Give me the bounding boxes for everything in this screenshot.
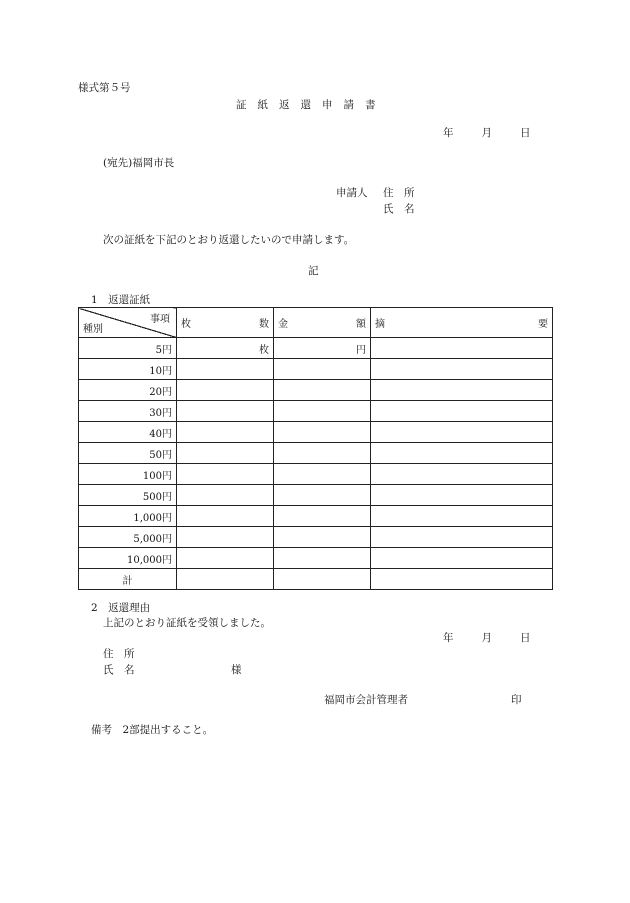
count-cell xyxy=(177,422,274,443)
count-unit: 枚 xyxy=(177,338,274,359)
total-label: 計 xyxy=(79,569,177,590)
table-row xyxy=(79,401,553,422)
day-label: 日 xyxy=(520,127,531,139)
count-cell xyxy=(177,506,274,527)
count-cell xyxy=(177,464,274,485)
denomination-cell: 10円 xyxy=(79,359,177,380)
table-row xyxy=(79,359,553,380)
month-label: 月 xyxy=(481,632,492,644)
seal-mark: 印 xyxy=(511,694,522,706)
amount-cell xyxy=(274,359,371,380)
denomination-cell: 1,000円 xyxy=(79,506,177,527)
denomination-cell: 20円 xyxy=(79,380,177,401)
remarks-cell xyxy=(371,443,553,464)
header-count: 枚 数 xyxy=(177,308,274,338)
table-header-row xyxy=(79,308,553,338)
ki-heading: 記 xyxy=(308,265,319,277)
table-row xyxy=(79,380,553,401)
table-row xyxy=(79,338,553,359)
remarks-cell xyxy=(371,485,553,506)
table-row xyxy=(79,485,553,506)
amount-cell xyxy=(274,380,371,401)
amount-cell xyxy=(274,548,371,569)
year-label: 年 xyxy=(443,127,454,139)
recipient-address-label: 住 所 xyxy=(103,648,135,660)
corner-item-label: 事項 xyxy=(150,314,170,325)
denomination-cell: 10,000円 xyxy=(79,548,177,569)
total-row xyxy=(79,569,553,590)
remarks-cell xyxy=(371,422,553,443)
remarks-cell xyxy=(371,506,553,527)
remarks-cell xyxy=(371,401,553,422)
table-row xyxy=(79,527,553,548)
receipt-text: 上記のとおり証紙を受領しました。 xyxy=(103,617,271,629)
count-cell xyxy=(177,548,274,569)
remarks-cell xyxy=(371,548,553,569)
recipient-name-label: 氏 名 xyxy=(103,664,135,676)
remarks-cell xyxy=(371,527,553,548)
table-row xyxy=(79,422,553,443)
note-text: 備考 2部提出すること。 xyxy=(91,724,214,736)
denomination-cell: 5,000円 xyxy=(79,527,177,548)
count-cell xyxy=(177,401,274,422)
form-number: 様式第５号 xyxy=(78,82,131,94)
denomination-cell: 500円 xyxy=(79,485,177,506)
count-cell xyxy=(177,485,274,506)
applicant-address-label: 住 所 xyxy=(383,187,415,199)
count-cell xyxy=(177,527,274,548)
stamp-table xyxy=(78,307,553,590)
year-label: 年 xyxy=(443,632,454,644)
intro-text: 次の証紙を下記のとおり返還したいので申請します。 xyxy=(103,234,355,246)
section1-heading: 1 返還証紙 xyxy=(91,294,151,306)
remarks-cell xyxy=(371,359,553,380)
count-cell xyxy=(177,359,274,380)
amount-cell xyxy=(274,464,371,485)
amount-cell xyxy=(274,422,371,443)
remarks-cell xyxy=(371,569,553,590)
table-row xyxy=(79,443,553,464)
table-row xyxy=(79,464,553,485)
application-date xyxy=(443,125,531,140)
amount-cell xyxy=(274,527,371,548)
remarks-cell xyxy=(371,338,553,359)
amount-cell xyxy=(274,401,371,422)
applicant-name-label: 氏 名 xyxy=(383,203,415,215)
header-remarks: 摘 要 xyxy=(371,308,553,338)
amount-unit: 円 xyxy=(274,338,371,359)
table-row xyxy=(79,506,553,527)
official-title: 福岡市会計管理者 xyxy=(324,694,408,706)
section2-heading: 2 返還理由 xyxy=(91,602,151,614)
document-title: 証紙返還申請書 xyxy=(236,99,387,111)
remarks-cell xyxy=(371,380,553,401)
amount-cell xyxy=(274,569,371,590)
denomination-cell: 40円 xyxy=(79,422,177,443)
remarks-cell xyxy=(371,464,553,485)
count-cell xyxy=(177,443,274,464)
denomination-cell: 30円 xyxy=(79,401,177,422)
amount-cell xyxy=(274,506,371,527)
table-row xyxy=(79,548,553,569)
day-label: 日 xyxy=(520,632,531,644)
denomination-cell: 50円 xyxy=(79,443,177,464)
denomination-cell: 5円 xyxy=(79,338,177,359)
month-label: 月 xyxy=(481,127,492,139)
denomination-cell: 100円 xyxy=(79,464,177,485)
count-cell xyxy=(177,569,274,590)
header-amount: 金 額 xyxy=(274,308,371,338)
addressee: (宛先)福岡市長 xyxy=(103,157,175,169)
receipt-date xyxy=(443,630,531,645)
applicant-label: 申請人 xyxy=(336,187,368,199)
corner-type-label: 種別 xyxy=(83,324,103,335)
amount-cell xyxy=(274,485,371,506)
amount-cell xyxy=(274,443,371,464)
corner-cell xyxy=(79,308,177,338)
honorific-sama: 様 xyxy=(231,664,242,676)
count-cell xyxy=(177,380,274,401)
